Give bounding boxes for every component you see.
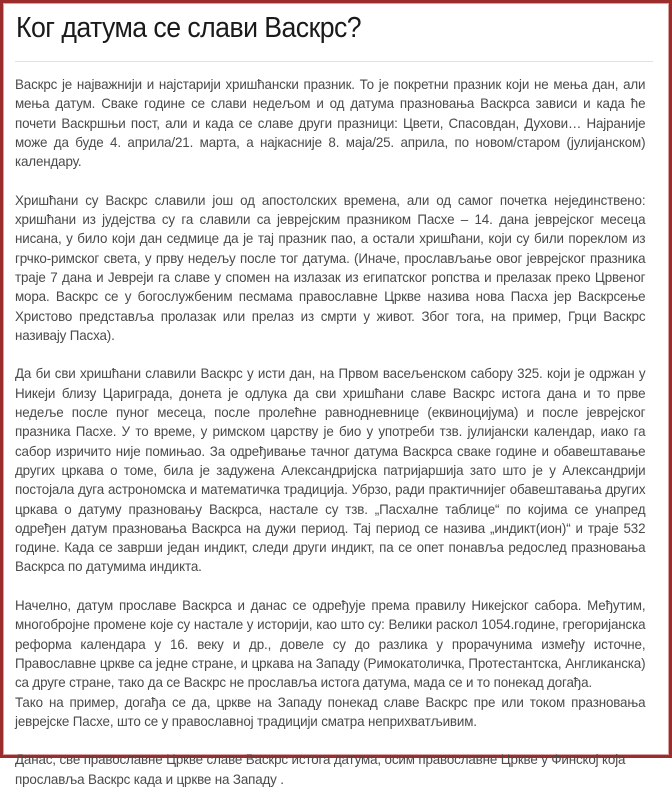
paragraph-nicaea: Да би сви хришћани славили Васкрс у исти дан, на Првом васељенском сабору 325. који је одржан у Никеји близу Цариграда, донета је одлука да сви хришћани славе Васкрс истога дана и то прве недеље после пуног месеца, после пролећне равнодневнице (еквиноцијума) и после јеврејског празника Пасхе. У то време, у римском царству је био у употреби тзв. јулијански календар, иако га сабор изричито није помињао. За одређивање тачног датума Васкрса сваке године и обавештавање других цркава о томе, била је задужена Александријска патријаршија зато што је у Александрији постојала дуга астрономска и математичка традиција. Убрзо, ради практичнијег обавештавања других цркава о датуму празновању Васкрса, настале су тзв. „Пасхалне таблице“ по којима се унапред одређен датум празновања Васкрса на дужи период. Тај период се назива „индикт(ион)“ и траје 532 године. Када се заврши један индикт, следи други индикт, па се опет понавља редослед празновања Васкрса по датумима индикта. — [15, 366, 646, 575]
paragraph-example: Тако на пример, догађа се да, цркве на Западу понекад славе Васкрс пре или током празновања јеврејске Пасхе, што се у православној традицији сматра неприхватљивим. — [15, 694, 646, 729]
paragraph-differences: Начелно, датум прославе Васкрса и данас се одређује према правилу Никејског сабора. Међутим, многобројне промене које су настале у историји, као што су: Велики раскол 1054.године, грегоријанска реформа календара у 16. веку и др., довеле су до разлика у прорачунима између источне, Православне цркве са једне стране, и цркава на Западу (Римокатоличка, Протестантска, Англиканска) са друге стране, тако да се Васкрс не прославља истога датума, мада се и то понекад догађа. — [15, 598, 646, 691]
paragraph-intro: Васкрс је најважнији и најстарији хришћански празник. То је покретни празник који не мења дан, али мења датум. Сваке године се слави недељом и од датума празновања Васкрса зависи и када ће почети Васкршњи пост, али и када се славе други празници: Цвети, Спасовдан, Духови… Најраније може да буде 4. априла/21. марта, а најкасније 8. маја/25. априла, по новом/старом (јулијанском) календару. — [15, 77, 646, 170]
paragraph-history: Хришћани су Васкрс славили још од апостолских времена, али од самог почетка нејединствено: хришћани из јудејства су га славили са јеврејским празником Пасхе – 14. дана јеврејског месеца нисана, у било који дан седмице да је тај празник пао, а остали хришћани, који су били пореклом из грчко-римског света, у прву недељу после тог датума. (Иначе, прослављање овог јеврејског празника траје 7 дана и Јевреји га славе у спомен на излазак из египатског ропства и прелазак преко Црвеног мора. Васкрс се у богослужбеним песмама православне Цркве назива нова Пасха јер Васкрсење Христово представља пролазак или прелаз из смрти у живот. Због тога, на пример, Грци Васкрс називају Пасха). — [15, 192, 646, 343]
paragraph-today: Данас, све православне Цркве славе Васкрс истога датума, осим православне Цркве у Финској која прославља Васкрс када и цркве на Западу . — [15, 752, 626, 787]
page-title: Ког датума се слави Васкрс? — [16, 12, 362, 44]
title-divider — [15, 61, 653, 62]
article-body — [15, 75, 655, 808]
